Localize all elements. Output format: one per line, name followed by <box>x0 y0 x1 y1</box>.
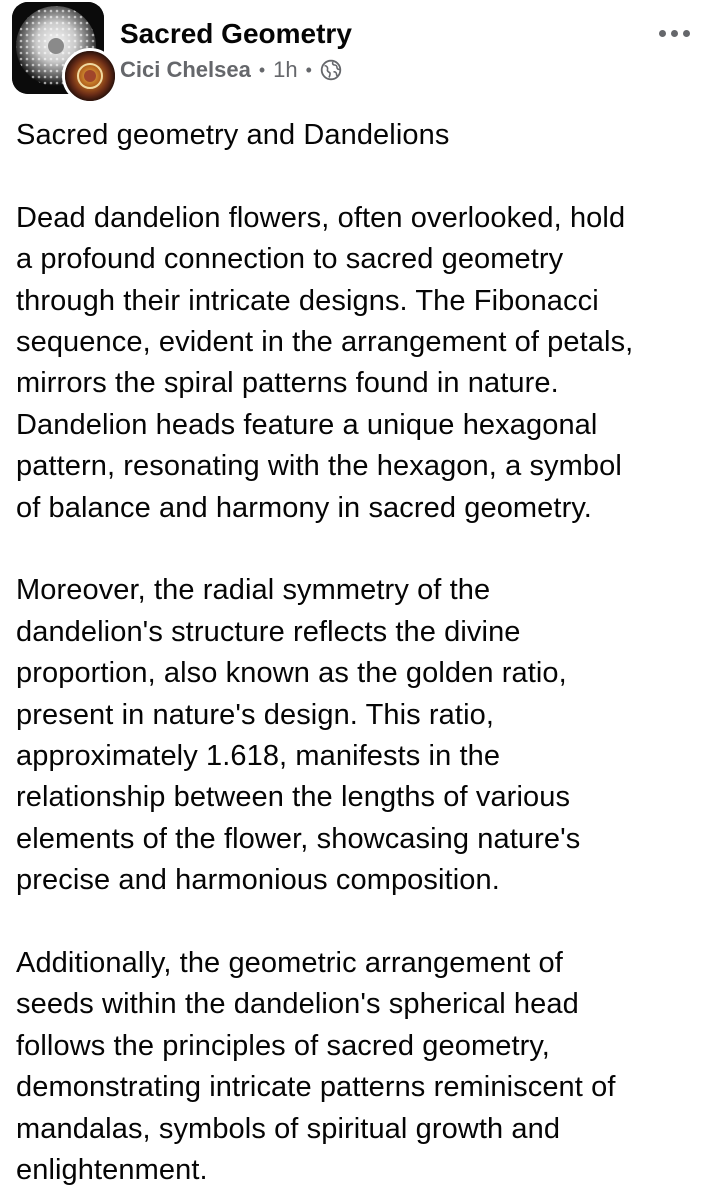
more-dot <box>671 30 678 37</box>
author-photo <box>65 51 115 101</box>
author-name[interactable]: Cici Chelsea <box>120 57 251 82</box>
post-paragraph: Moreover, the radial symmetry of the dandelion's structure reflects the divine proportion, also known as the golden ratio, present in nature's design. This ratio, approximately 1.618, manifests in the relationship between the lengths of various elements of the flower, showcasing nature's precise and harmonious composition. <box>16 574 581 897</box>
more-dot <box>659 30 666 37</box>
post-paragraph: Dead dandelion flowers, often overlooked, hold a profound connection to sacred geometry through their intricate designs. The Fibonacci sequence, evident in the arrangement of petals, mirrors the spiral patterns found in nature. Dandelion heads feature a unique hexagonal pattern, resonating with the hexagon, a symbol of balance and harmony in sacred geometry. <box>16 201 634 524</box>
post-paragraph: Additionally, the geometric arrangement of seeds within the dandelion's spherical head follows the principles of sacred geometry, demonstrating intricate patterns reminiscent of mandalas, symbols of spiritual growth and enlightenment. <box>16 947 616 1187</box>
group-name[interactable]: Sacred Geometry <box>120 18 352 49</box>
post-meta <box>120 55 342 85</box>
meta-separator: • <box>258 59 266 80</box>
post-header <box>0 0 706 110</box>
post-paragraph: Sacred geometry and Dandelions <box>16 119 450 151</box>
more-dot <box>683 30 690 37</box>
meta-separator: • <box>305 59 312 80</box>
author-avatar[interactable] <box>62 48 118 104</box>
post-timestamp[interactable]: 1h <box>273 57 298 82</box>
post-text <box>16 115 696 1192</box>
globe-icon[interactable] <box>320 59 342 81</box>
more-options-icon[interactable] <box>652 20 696 46</box>
